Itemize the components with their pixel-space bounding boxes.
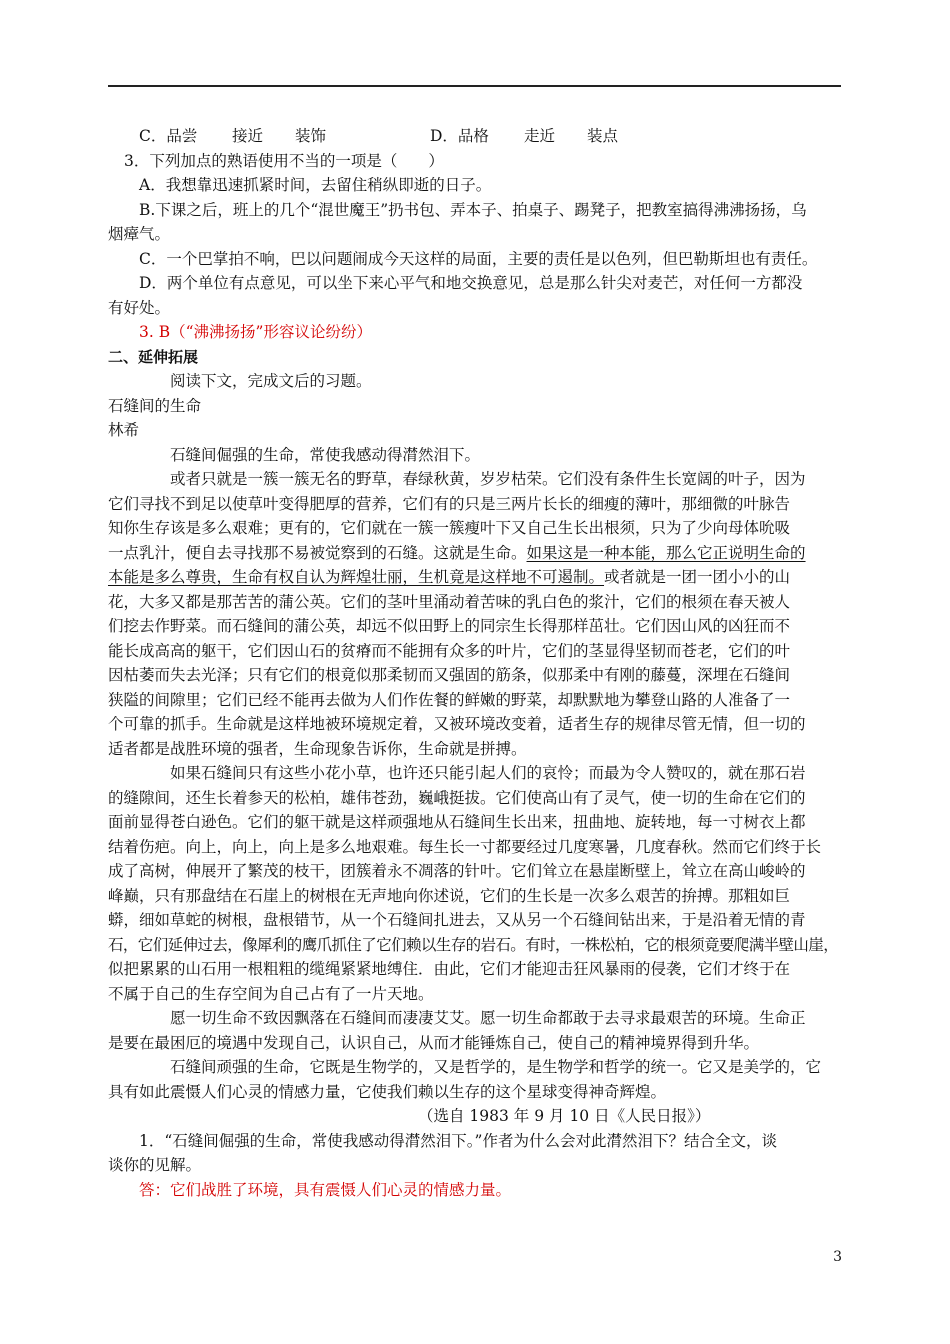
paragraph-4-line: 愿一切生命不致因飘落在石缝间而凄凄艾艾。愿一切生命都敢于去寻求最艰苦的环境。生命正 [170, 1009, 806, 1027]
q3-option-d-line2: 有好处。 [108, 298, 171, 317]
q3-option-a: A．我想靠迅速抓紧时间，去留住稍纵即逝的日子。 [139, 176, 492, 194]
paragraph-2-line: 或者只就是一簇一簇无名的野草，春绿秋黄，岁岁枯荣。它们没有条件生长宽阔的叶子，因为 [170, 470, 806, 488]
option-c-word1: C．品尝 [139, 127, 198, 145]
article-source: （选自 1983 年 9 月 10 日《人民日报》） [418, 1107, 711, 1125]
page-number: 3 [833, 1249, 842, 1265]
paragraph-2-line: 狭隘的间隙里；它们已经不能再去做为人们作佐餐的鲜嫩的野菜，却默默地为攀登山路的人准备了一 [108, 690, 791, 709]
paragraph-3-line: 峰巅，只有那盘结在石崖上的树根在无声地向你述说，它们的生长是一次多么艰苦的拚搏。那粗如巨 [108, 886, 791, 905]
exercise-answer-1: 答：它们战胜了环境，具有震慑人们心灵的情感力量。 [139, 1180, 512, 1199]
paragraph-2-line: 因枯萎而失去光泽；只有它们的根竟似那柔韧而又强固的筋条，似那柔中有刚的藤蔓，深埋在石缝间 [108, 666, 791, 684]
paragraph-2-line: 它们寻找不到足以使草叶变得肥厚的营养，它们有的只是三两片长长的细瘦的薄叶，那细微的叶脉告 [108, 494, 791, 513]
paragraph-3-line: 石，它们延伸过去，像犀利的鹰爪抓住了它们赖以生存的岩石。有时，一株松柏，它的根须竟要爬满半壁山崖， [108, 935, 839, 954]
header-rule [108, 85, 841, 87]
paragraph-3-line: 结着伤疤。向上，向上，向上是多么地艰难。每生长一寸都要经过几度寒暑，几度春秋。然而它们终于长 [108, 837, 822, 856]
option-d-word1: D．品格 [430, 127, 489, 145]
paragraph-5-line: 石缝间顽强的生命，它既是生物学的，又是哲学的，是生物学和哲学的统一。它又是美学的，它 [170, 1058, 822, 1076]
paragraph-2-line [108, 541, 841, 566]
q3-answer: 3. B（“沸沸扬扬”形容议论纷纷） [139, 323, 372, 341]
section-heading: 二、延伸拓展 [108, 347, 199, 366]
article-paragraph-1: 石缝间倔强的生命，常使我感动得潸然泪下。 [170, 445, 481, 464]
paragraph-2-line: 知你生存该是多么艰难；更有的，它们就在一簇一簇瘦叶下又自己生长出根须，只为了少向母体吮吸 [108, 519, 791, 537]
article-title: 石缝间的生命 [108, 396, 202, 415]
paragraph-5-line: 具有如此震慑人们心灵的情感力量，它使我们赖以生存的这个星球变得神奇辉煌。 [108, 1082, 667, 1101]
paragraph-3-line: 蟒，细如草蛇的树根，盘根错节，从一个石缝间扎进去，又从另一个石缝间钻出来，于是沿着无情的青 [108, 911, 806, 929]
question-block [108, 124, 841, 1202]
underlined-sentence-part2: 本能是多么尊贵，生命有权自认为辉煌壮丽，生机竟是这样地不可遏制。 [108, 568, 605, 586]
paragraph-3-line: 成了高树，伸展开了繁茂的枝干，团簇着永不凋落的针叶。它们耸立在悬崖断壁上，耸立在高山峻岭的 [108, 862, 806, 880]
paragraph-2-text: 或者就是一团一团小小的山 [604, 568, 791, 586]
paragraph-2-line: 适者都是战胜环境的强者，生命现象告诉你，生命就是拼搏。 [108, 739, 527, 758]
paragraph-4-line: 是要在最困厄的境遇中发现自己，认识自己，从而才能锤炼自己，使自己的精神境界得到升华。 [108, 1033, 760, 1052]
q3-option-c: C．一个巴掌拍不响，巴以问题闹成今天这样的局面，主要的责任是以色列，但巴勒斯坦也有责任。 [139, 249, 818, 268]
exercise-question-1-line1: 1．“石缝间倔强的生命，常使我感动得潸然泪下。”作者为什么会对此潸然泪下？结合全文，谈 [139, 1131, 777, 1150]
paragraph-3-line: 的缝隙间，还生长着参天的松柏，雄伟苍劲，巍峨挺拔。它们使高山有了灵气，使一切的生命在它们的 [108, 788, 806, 807]
paragraph-2-line: 花，大多又都是那苦苦的蒲公英。它们的茎叶里涌动着苦味的乳白色的浆汁，它们的根须在春天被人 [108, 592, 791, 611]
option-d-word2: 走近 [524, 127, 556, 145]
paragraph-3-line: 如果石缝间只有这些小花小草，也许还只能引起人们的哀怜；而最为令人赞叹的，就在那石岩 [170, 764, 806, 782]
paragraph-3-line: 似把累累的山石用一根粗粗的缆绳紧紧地缚住．由此，它们才能迎击狂风暴雨的侵袭，它们才终于在 [108, 960, 791, 978]
reading-instruction: 阅读下文，完成文后的习题。 [170, 372, 372, 390]
paragraph-2-line [108, 565, 841, 590]
underlined-sentence-part1: 如果这是一种本能，那么它正说明生命的 [526, 543, 806, 562]
paragraph-3-line: 面前显得苍白逊色。它们的躯干就是这样顽强地从石缝间生长出来，扭曲地、旋转地，每一寸树衣上都 [108, 813, 806, 831]
option-c-word2: 接近 [232, 127, 264, 145]
q3-option-d-line1: D．两个单位有点意见，可以坐下来心平气和地交换意见，总是那么针尖对麦芒，对任何一方都没 [139, 274, 803, 292]
paragraph-2-line: 能长成高高的躯干，它们因山石的贫瘠而不能拥有众多的叶片，它们的茎显得坚韧而苍老，它们的叶 [108, 641, 791, 660]
option-d-word3: 装点 [587, 127, 619, 145]
paragraph-2-line: 个可靠的抓手。生命就是这样地被环境规定着，又被环境改变着，适者生存的规律尽管无情，但一切的 [108, 715, 806, 733]
q3-option-b-line1: B.下课之后，班上的几个“混世魔王”扔书包、弄本子、拍桌子、踢凳子，把教室搞得沸沸扬扬，乌 [139, 200, 807, 219]
paragraph-2-line: 们挖去作野菜。而石缝间的蒲公英，却远不似田野上的同宗生长得那样茁壮。它们因山风的凶狂而不 [108, 617, 791, 635]
q3-option-b-line2: 烟瘴气。 [108, 225, 171, 243]
paragraph-3-line: 不属于自己的生存空间为自己占有了一片天地。 [108, 984, 434, 1003]
q3-stem: 3．下列加点的熟语使用不当的一项是（ ） [124, 151, 444, 170]
option-c-word3: 装饰 [295, 127, 327, 145]
exercise-question-1-line2: 谈你的见解。 [108, 1156, 202, 1174]
paragraph-2-text: 一点乳汁，便自去寻找那不易被觉察到的石缝。这就是生命。 [108, 543, 527, 562]
article-author: 林希 [108, 421, 140, 439]
q2-options-line [108, 124, 841, 149]
